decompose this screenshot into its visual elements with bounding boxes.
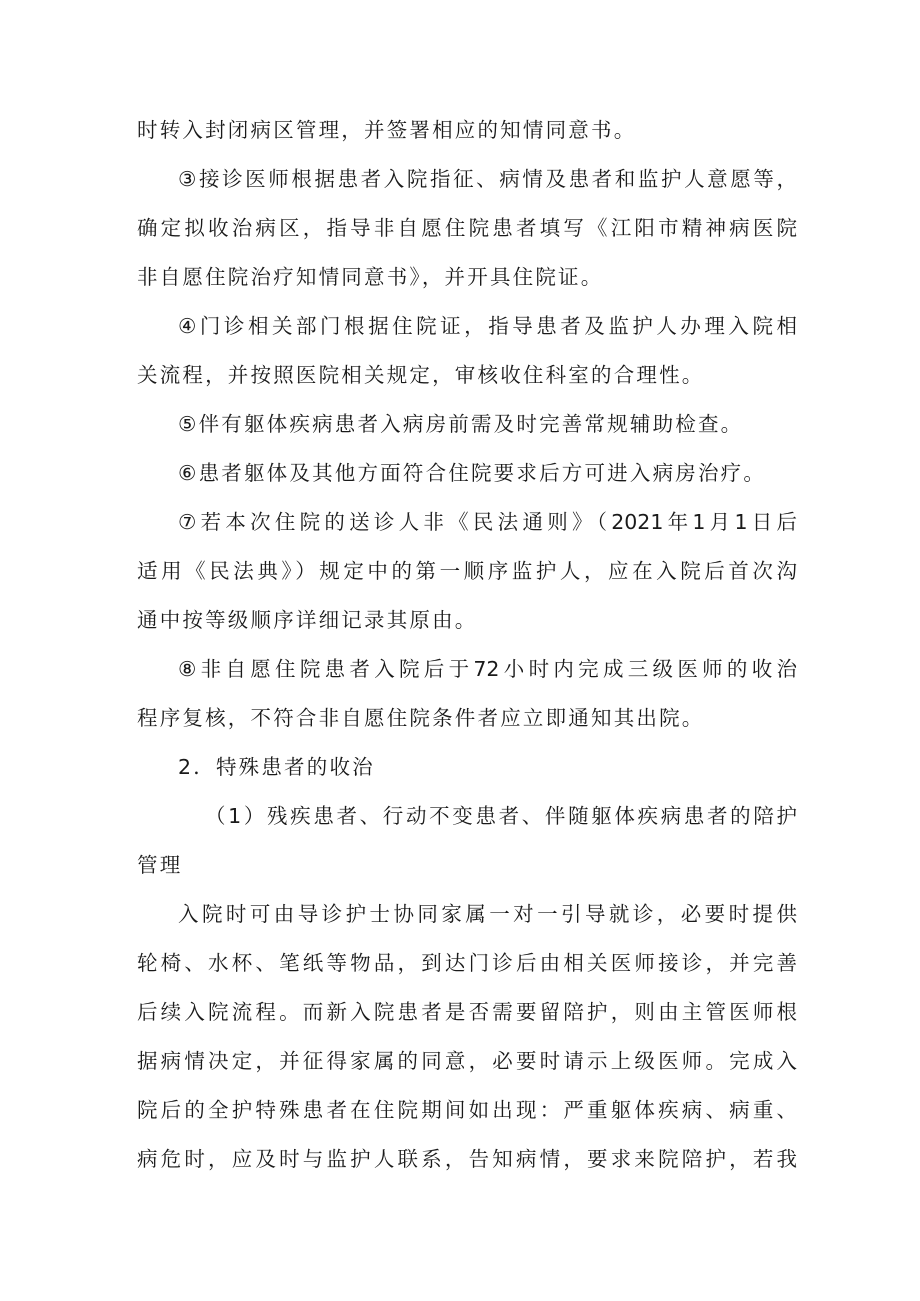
- text-line: 非自愿住院治疗知情同意书》，并开具住院证。: [137, 265, 604, 289]
- text-line: 时转入封闭病区管理，并签署相应的知情同意书。: [137, 118, 637, 142]
- subsection-heading: （1）残疾患者、行动不变患者、伴随躯体疾病患者的陪护: [205, 804, 797, 828]
- text-line: 管理: [137, 853, 183, 877]
- text-line: ⑥患者躯体及其他方面符合住院要求后方可进入病房治疗。: [178, 461, 767, 485]
- text-line: 关流程，并按照医院相关规定，审核收住科室的合理性。: [137, 363, 705, 387]
- text-line: ④门诊相关部门根据住院证，指导患者及监护人办理入院相: [178, 314, 797, 338]
- text-line: 适用《民法典》）规定中的第一顺序监护人，应在入院后首次沟: [137, 559, 797, 583]
- text-line: ⑤伴有躯体疾病患者入病房前需及时完善常规辅助检查。: [178, 412, 744, 436]
- text-line: 轮椅、水杯、笔纸等物品，到达门诊后由相关医师接诊，并完善: [137, 951, 797, 975]
- text-line: ⑦若本次住院的送诊人非《民法通则》（2021年1月1日后: [178, 510, 797, 534]
- text-line: 据病情决定，并征得家属的同意，必要时请示上级医师。完成入: [137, 1049, 797, 1073]
- text-line: 通中按等级顺序详细记录其原由。: [137, 608, 478, 632]
- section-heading: 2．特殊患者的收治: [178, 755, 375, 779]
- text-line: 院后的全护特殊患者在住院期间如出现：严重躯体疾病、病重、: [137, 1098, 797, 1122]
- text-line: ⑧非自愿住院患者入院后于72小时内完成三级医师的收治: [178, 657, 797, 681]
- text-line: 入院时可由导诊护士协同家属一对一引导就诊，必要时提供: [178, 902, 797, 926]
- text-line: 后续入院流程。而新入院患者是否需要留陪护，则由主管医师根: [137, 1000, 797, 1024]
- text-line: 病危时，应及时与监护人联系，告知病情，要求来院陪护，若我: [137, 1147, 797, 1171]
- text-line: 确定拟收治病区，指导非自愿住院患者填写《江阳市精神病医院: [137, 216, 797, 240]
- text-line: ③接诊医师根据患者入院指征、病情及患者和监护人意愿等，: [178, 167, 797, 191]
- text-line: 程序复核，不符合非自愿住院条件者应立即通知其出院。: [137, 706, 705, 730]
